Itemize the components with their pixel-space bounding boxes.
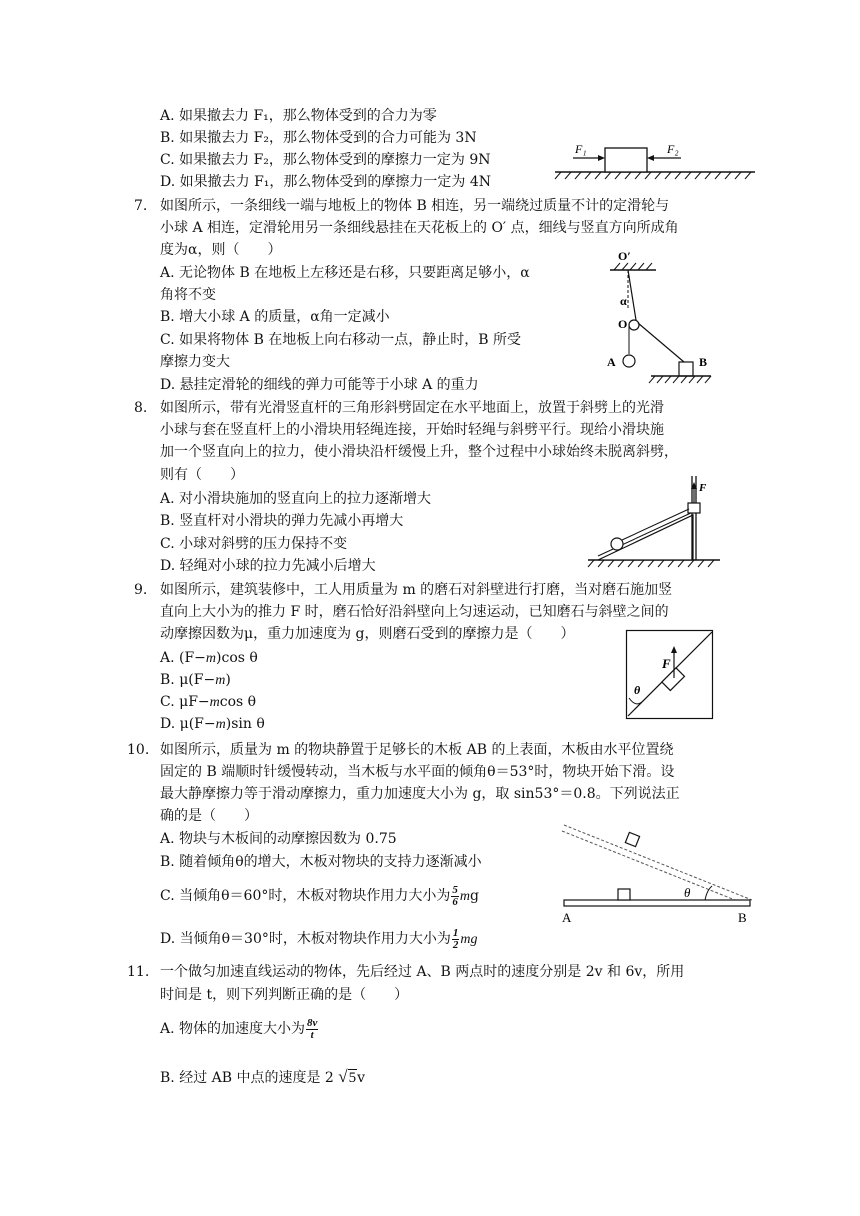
q7-block-b [679, 362, 693, 376]
q11-stem-line-1: 一个做匀加速直线运动的物体，先后经过 A、B 两点时的速度分别是 2v 和 6v，所用 [160, 964, 685, 980]
q6-option-b: B. 如果撤去力 F₂，那么物体受到的合力可能为 3N [160, 130, 477, 146]
q10-option-d-fraction: $\frac{1}{2}$ [452, 926, 459, 951]
q9-option-b: B. μ(F−m) [160, 672, 231, 688]
q7-label-alpha: α [620, 294, 627, 308]
q10-stem-line-1: 如图所示，质量为 m 的物块静置于足够长的木板 AB 的上表面，木板由水平位置绕 [160, 742, 674, 758]
q11-sqrt-sign: √ [338, 1067, 348, 1086]
q10-option-a: A. 物块与木板间的动摩擦因数为 0.75 [160, 831, 397, 847]
q7-number: 7. [134, 198, 148, 214]
q10-board-ab [564, 900, 750, 906]
q6-option-c: C. 如果撤去力 F₂，那么物体受到的摩擦力一定为 9N [160, 152, 491, 168]
q7-option-a-cont: 角将不变 [160, 287, 216, 303]
q9-stem-line-1: 如图所示，建筑装修中，工人用质量为 m 的磨石对斜壁进行打磨，当对磨石施加竖 [160, 582, 673, 598]
q8-label-f: F [699, 482, 707, 494]
q9-option-d: D. μ(F−m)sin θ [160, 716, 265, 732]
q11-option-b: B. 经过 AB 中点的速度是 2 √5v [160, 1067, 366, 1086]
q7-pulley [629, 320, 639, 330]
q7-figure-pulley [596, 250, 726, 390]
q9-stem-line-3: 动摩擦因数为μ，重力加速度为 g，则磨石受到的摩擦力是（ ） [160, 626, 575, 642]
q8-option-d: D. 轻绳对小球的拉力先减小后增大 [160, 558, 376, 574]
q9-label-f: F [662, 656, 671, 671]
q6-block [605, 148, 647, 172]
q7-option-c: C. 如果将物体 B 在地板上向右移动一点，静止时，B 所受 [160, 332, 522, 348]
q10-number: 10. [127, 742, 150, 758]
q7-label-b: B [699, 355, 708, 369]
q8-option-b: B. 竖直杆对小滑块的弹力先减小再增大 [160, 513, 404, 529]
q10-option-c-fraction: $\frac{5}{6}$ [452, 883, 458, 908]
q7-option-b: B. 增大小球 A 的质量，α角一定减小 [160, 309, 390, 325]
q11-option-a: A. 物体的加速度大小为 $\frac{8v}{t}$ [160, 1016, 318, 1041]
q7-stem-line-2: 小球 A 相连，定滑轮用另一条细线悬挂在天花板上的 O′ 点，细线与竖直方向所成角 [160, 220, 679, 236]
q8-stem-line-1: 如图所示，带有光滑竖直杆的三角形斜劈固定在水平地面上，放置于斜劈上的光滑 [160, 400, 664, 416]
q7-label-o: O [618, 317, 628, 331]
q10-label-b: B [738, 910, 747, 925]
q7-label-o-prime: O′ [618, 249, 631, 263]
q10-label-a: A [562, 910, 572, 925]
q10-stem-line-2: 固定的 B 端顺时针缓慢转动，当木板与水平面的倾角θ＝53°时，物块开始下滑。设 [160, 764, 675, 780]
q11-stem-line-2: 时间是 t，则下列判断正确的是（ ） [160, 987, 409, 1003]
q8-figure-wedge [588, 470, 728, 570]
q6-option-d: D. 如果撤去力 F₁，那么物体受到的摩擦力一定为 4N [160, 174, 492, 190]
q7-label-a: A [607, 355, 616, 369]
q10-block-flat [618, 889, 630, 900]
q7-ball-a [623, 355, 635, 367]
q10-stem-line-4: 确的是（ ） [160, 808, 258, 824]
q10-option-d: D. 当倾角θ＝30°时，木板对物块作用力大小为 $\frac{1}{2}$ mg [160, 926, 478, 951]
q8-option-c: C. 小球对斜劈的压力保持不变 [160, 536, 348, 552]
q10-label-theta: θ [684, 885, 691, 900]
q8-number: 8. [134, 400, 148, 416]
q7-stem-line-3: 度为α，则（ ） [160, 242, 282, 258]
q9-label-theta: θ [634, 683, 641, 697]
q10-option-c: C. 当倾角θ＝60°时，木板对物块作用力大小为 $\frac{5}{6}$ mg [160, 883, 479, 908]
q9-number: 9. [134, 582, 148, 598]
q8-stem-line-3: 加一个竖直向上的拉力，使小滑块沿杆缓慢上升，整个过程中小球始终未脱离斜劈， [160, 444, 678, 460]
q11-number: 11. [127, 964, 150, 980]
q11-option-a-fraction: $\frac{8v}{t}$ [307, 1016, 318, 1041]
q6-figure-block-on-floor [555, 138, 755, 188]
q8-stem-line-4: 则有（ ） [160, 467, 244, 483]
q7-option-d: D. 悬挂定滑轮的细线的弹力可能等于小球 A 的重力 [160, 377, 479, 393]
q9-option-c: C. μF−mcos θ [160, 694, 257, 710]
q10-option-b: B. 随着倾角θ的增大，木板对物块的支持力逐渐减小 [160, 854, 482, 870]
q8-ball [611, 538, 623, 550]
q6-option-a: A. 如果撤去力 F₁，那么物体受到的合力为零 [160, 108, 437, 124]
q10-figure-board [560, 820, 760, 930]
q8-option-a: A. 对小滑块施加的竖直向上的拉力逐渐增大 [160, 491, 432, 507]
q10-block-tilted [625, 832, 639, 846]
q10-stem-line-3: 最大静摩擦力等于滑动摩擦力，重力加速度大小为 g，取 sin53°＝0.8。下列说法正 [160, 786, 680, 802]
q6-label-f1: F₁ [575, 142, 587, 156]
q8-slider [688, 503, 700, 513]
q7-stem-line-1: 如图所示，一条细线一端与地板上的物体 B 相连，另一端绕过质量不计的定滑轮与 [160, 198, 670, 214]
q7-option-a: A. 无论物体 B 在地板上左移还是右移，只要距离足够小，α [160, 265, 530, 281]
q9-figure-slanted-wall [626, 630, 716, 722]
q6-label-f2: F₂ [667, 142, 679, 156]
q7-option-c-cont: 摩擦力变大 [160, 354, 230, 370]
q8-stem-line-2: 小球与套在竖直杆上的小滑块用轻绳连接，开始时轻绳与斜劈平行。现给小滑块施 [160, 422, 664, 438]
q9-stem-line-2: 直向上大小为的推力 F 时，磨石恰好沿斜壁向上匀速运动，已知磨石与斜壁之间的 [160, 604, 669, 620]
q9-option-a: A. (F−m)cos θ [160, 650, 258, 666]
